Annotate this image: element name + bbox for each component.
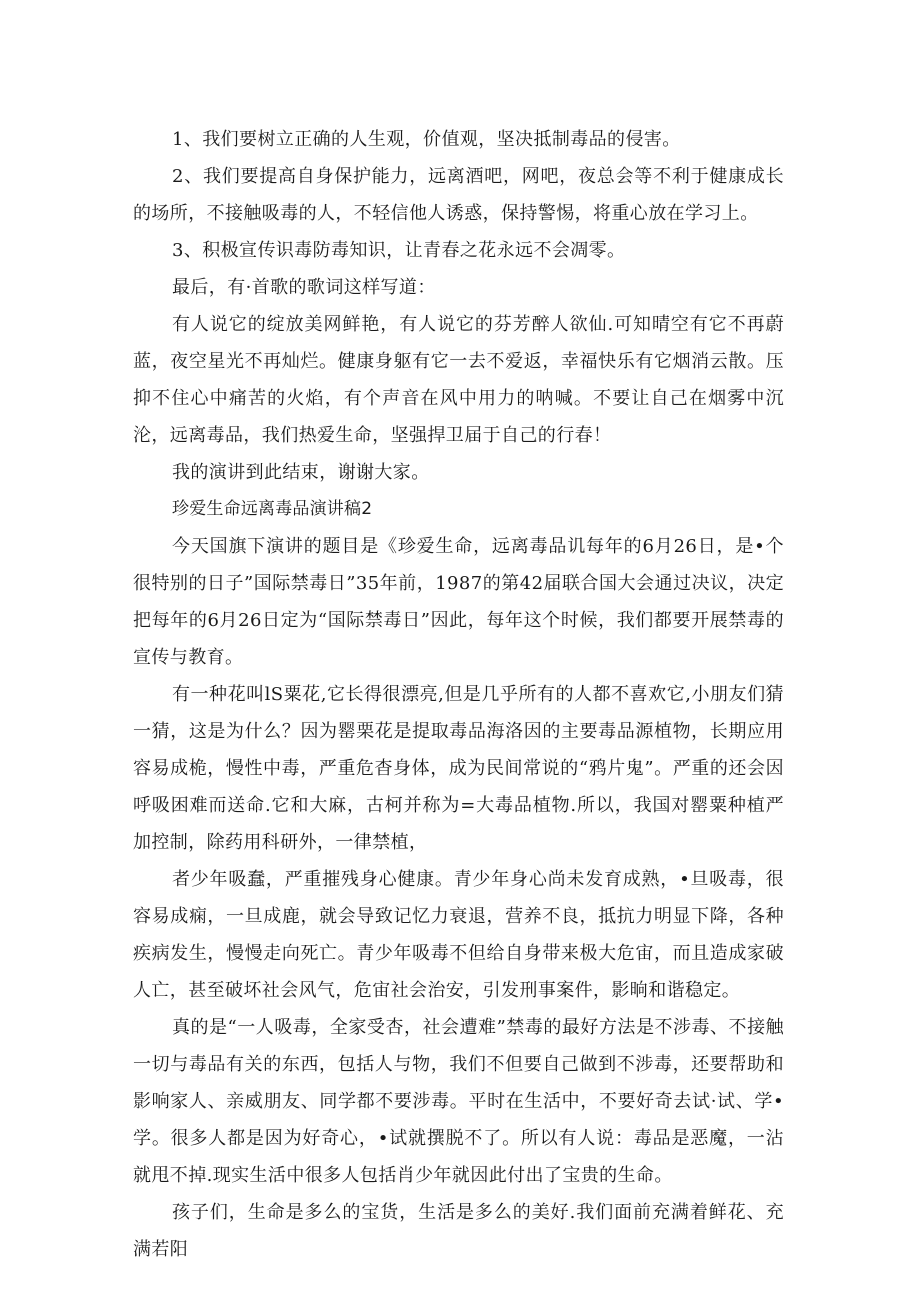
paragraph-youth-harm: 者少年吸蠢，严重摧残身心健康。青少年身心尚未发育成熟，•旦吸毒，很容易成痫，一旦成鹿，就会导致记忆力衰退，营养不良，抵抗力明显下降，各种疾病发生，慢慢走向死亡。青少年吸毒不但给自身带来极大危宙，而且造成家破人亡，甚至破坏社会风气，危宙社会治安，引发刑事案件，影晌和谐稳定。 — [133, 869, 784, 1001]
paragraph-point-1: 1、我们要树立正确的人生观，价值观，坚决抵制毒品的侵害。 — [172, 129, 681, 150]
document-body — [133, 121, 784, 1268]
paragraph-point-3: 3、积极宣传识毒防毒知识，让青春之花永远不会凋零。 — [172, 240, 626, 261]
paragraph-prevention: 真的是“一人吸毒，全家受杏，社会遭难”禁毒的最好方法是不涉毒、不接触一切与毒品有关的东西，包括人与物，我们不但要自己做到不涉毒，还要帮助和影响家人、亲威朋友、同学都不要涉毒。平时在生活中，不要好奇去试·试、学•学。很多人都是因为好奇心，•试就撰脱不了。所以有人说：毒品是恶魔，一沾就甩不掉.现实生活中很多人包括肖少年就因此付出了宝贵的生命。 — [133, 1017, 784, 1186]
paragraph-closing: 我的演讲到此结束，谢谢大家。 — [172, 462, 430, 483]
section-heading: 珍爱生命远离毒品演讲稿2 — [172, 499, 373, 519]
paragraph-song-intro: 最后，有·首歌的歌词这样写道： — [172, 277, 436, 298]
paragraph-point-2: 2、我们要提高自身保护能力，远离酒吧，网吧，夜总会等不利于健康成长的场所，不接触吸毒的人，不轻信他人诱惑，保持警惕，将重心放在学习上。 — [133, 166, 784, 224]
paragraph-conclusion: 孩子们，生命是多么的宝货，生活是多么的美好.我们面前充满着鲜花、充满若阳 — [133, 1202, 784, 1260]
paragraph-poppy-flower: 有一种花叫lS粟花,它长得很漂亮,但是几乎所有的人都不喜欢它,小朋友们猜一猜，这是为什么？因为罂栗花是提取毒品海洛因的主要毒品源植物，长期应用容易成桅，慢性中毒，严重危杳身体，成为民间常说的“鸦片鬼”。严重的还会因呼吸困难而送命.它和大麻，古柯并称为=大毒品植物.所以，我国对罂粟种植严加控制，除药用科研外，一律禁植， — [133, 684, 784, 853]
paragraph-song-lyrics: 有人说它的绽放美网鲜艳，有人说它的芬芳醉人欲仙.可知晴空有它不再蔚蓝，夜空星光不再灿烂。健康身躯有它一去不爱返，幸福快乐有它烟消云散。压抑不住心中痛苦的火焰，有个声音在风中用力的呐喊。不要让自己在烟雾中沉沦，远离毒品，我们热爱生命，坚强捍卫届于自己的行春！ — [133, 314, 784, 446]
paragraph-speech-topic: 今天国旗下演讲的题目是《珍爱生命，远离毒品讥每年的6月26日，是•个很特别的日子”国际禁毒日”35年前，1987的第42届联合国大会通过决议，决定把每年的6月26日定为“国际禁毒日”因此，每年这个时候，我们都要开展禁毒的宣传与教育。 — [133, 536, 784, 668]
